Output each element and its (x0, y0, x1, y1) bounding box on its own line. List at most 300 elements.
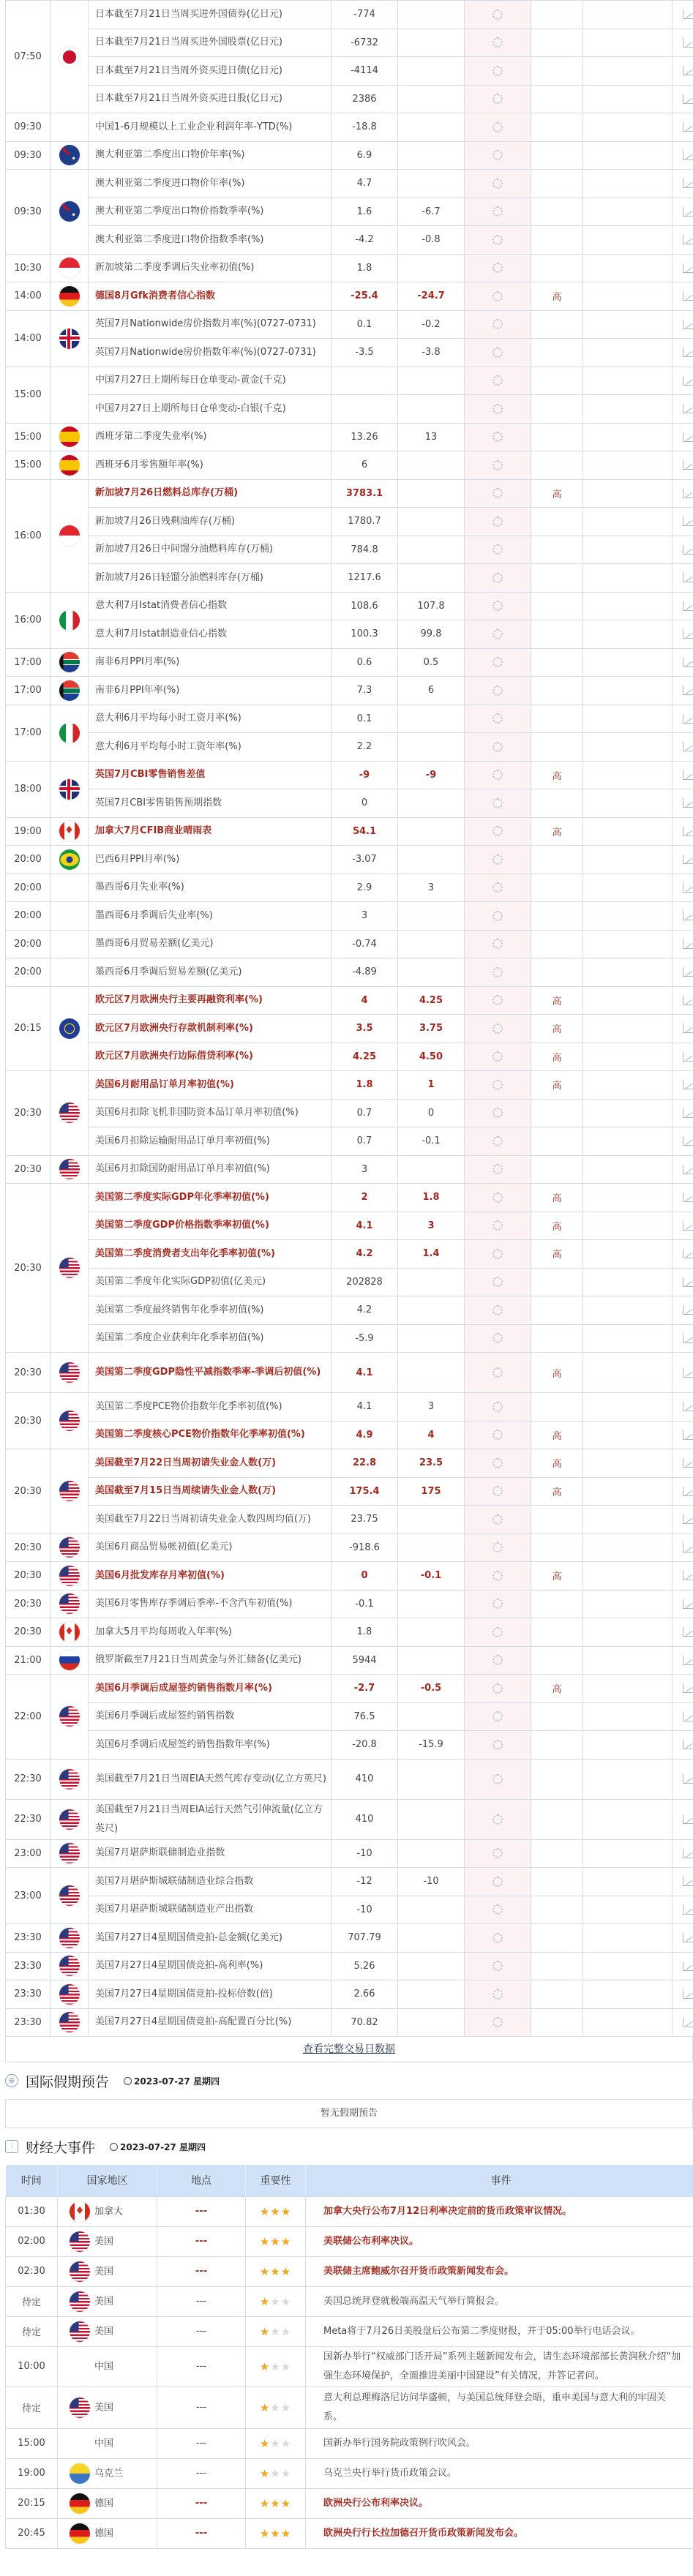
indicator-name[interactable]: 日本截至7月21日当周外资买进日股(亿日元) (89, 85, 331, 113)
chart-icon[interactable] (683, 1712, 693, 1721)
indicator-name[interactable]: 美国7月堪萨斯城联储制造业产出指数 (89, 1896, 331, 1924)
chart-icon[interactable] (683, 1905, 693, 1915)
chart-cell (673, 846, 693, 874)
indicator-name[interactable]: 美国7月堪萨斯联储制造业指数 (89, 1839, 331, 1868)
table-row (6, 1618, 693, 1647)
previous-value (398, 1268, 465, 1296)
indicator-name[interactable]: 美国第二季度消费者支出年化季率初值(%) (89, 1240, 331, 1269)
chart-cell (673, 1731, 693, 1760)
chart-icon[interactable] (683, 460, 693, 470)
event-time: 20:15 (6, 2488, 58, 2518)
interpretation-cell (583, 367, 673, 395)
indicator-name[interactable]: 欧元区7月欧洲央行存款机制利率(%) (89, 1015, 331, 1043)
table-row (6, 1952, 693, 1980)
indicator-name[interactable]: 美国截至7月22日当周初请失业金人数四周均值(万) (89, 1506, 331, 1534)
chart-cell (673, 198, 693, 226)
chart-icon[interactable] (683, 1193, 693, 1202)
us-flag-icon (70, 2261, 90, 2282)
chart-icon[interactable] (683, 686, 693, 695)
indicator-name[interactable]: 美国第二季度GDP隐性平减指数季率-季调后初值(%) (89, 1353, 331, 1393)
event-time: 20:00 (6, 846, 50, 874)
country-flag-cell (50, 1071, 89, 1156)
chart-icon[interactable] (683, 1136, 693, 1146)
country-flag-cell (50, 1952, 89, 1980)
forecast-cell (465, 1184, 531, 1212)
chart-icon[interactable] (683, 404, 693, 413)
loading-spinner-icon (492, 686, 503, 696)
indicator-name[interactable]: 美国6月耐用品订单月率初值(%) (89, 1071, 331, 1100)
actual-value: -774 (331, 1, 398, 29)
star-icon: ★ (259, 2436, 271, 2450)
chart-icon[interactable] (683, 1774, 693, 1784)
table-row (6, 648, 693, 677)
chart-icon[interactable] (683, 291, 693, 301)
us-flag-icon (59, 1769, 80, 1790)
chart-cell (673, 479, 693, 508)
chart-icon[interactable] (683, 1543, 693, 1552)
indicator-name[interactable]: 美国6月批发库存月率初值(%) (89, 1562, 331, 1591)
chart-icon[interactable] (683, 545, 693, 555)
none-flag-icon (59, 117, 80, 138)
indicator-name[interactable]: 南非6月PPI月率(%) (89, 648, 331, 677)
actual-value: -12 (331, 1868, 398, 1896)
chart-icon[interactable] (683, 996, 693, 1005)
actual-value: 410 (331, 1799, 398, 1839)
indicator-name[interactable]: 美国6月零售库存季调后季率-不含汽车初值(%) (89, 1590, 331, 1618)
country-flag-cell (50, 1393, 89, 1449)
importance-stars (246, 2196, 306, 2226)
chart-icon[interactable] (683, 742, 693, 751)
forecast-cell (465, 1896, 531, 1924)
actual-value: 5.26 (331, 1952, 398, 1980)
interpretation-cell (583, 958, 673, 987)
chart-icon[interactable] (683, 376, 693, 386)
importance (531, 451, 583, 480)
actual-value: -25.4 (331, 282, 398, 311)
indicator-name[interactable]: 澳大利亚第二季度出口物价指数季率(%) (89, 198, 331, 226)
forecast-cell (465, 1533, 531, 1562)
actual-value: 100.3 (331, 620, 398, 649)
indicator-name[interactable]: 美国第二季度企业获利年化季率初值(%) (89, 1324, 331, 1353)
previous-value (398, 367, 465, 395)
table-row (6, 1702, 693, 1731)
previous-value (398, 395, 465, 424)
table-row (6, 479, 693, 508)
loading-spinner-icon (492, 882, 503, 893)
country-flag-cell (50, 2008, 89, 2037)
country-flag-cell (50, 113, 89, 142)
indicator-name[interactable]: 中国7月27日上期所每日仓单变动-白银(千克) (89, 395, 331, 424)
chart-icon[interactable] (683, 263, 693, 273)
chart-icon[interactable] (683, 179, 693, 188)
us-flag-icon (59, 1928, 80, 1948)
forecast-cell (465, 141, 531, 170)
none-flag-icon (70, 2433, 90, 2454)
indicator-name[interactable]: 意大利7月Istat消费者信心指数 (89, 592, 331, 620)
us-flag-icon (59, 1159, 80, 1179)
indicator-name[interactable]: 澳大利亚第二季度进口物价年率(%) (89, 170, 331, 198)
interpretation-cell (583, 874, 673, 902)
chart-icon[interactable] (683, 1571, 693, 1580)
indicator-name[interactable]: 意大利7月Istat制造业信心指数 (89, 620, 331, 649)
forecast-cell (465, 113, 531, 142)
previous-value (398, 1324, 465, 1353)
chart-icon[interactable] (683, 658, 693, 667)
chart-cell (673, 29, 693, 57)
chart-icon[interactable] (683, 1249, 693, 1258)
indicator-name[interactable]: 美国截至7月21日当周EIA天然气库存变动(亿立方英尺) (89, 1759, 331, 1799)
table-row (6, 1127, 693, 1156)
loading-spinner-icon (492, 1193, 503, 1203)
country-flag-cell (50, 423, 89, 451)
indicator-name[interactable]: 英国7月Nationwide房价指数年率(%)(0727-0731) (89, 339, 331, 367)
chart-icon[interactable] (683, 489, 693, 498)
chart-icon[interactable] (683, 122, 693, 132)
indicator-name[interactable]: 俄罗斯截至7月21日当周黄金与外汇储备(亿美元) (89, 1646, 331, 1675)
indicator-name[interactable]: 美国6月季调后成屋签约销售指数 (89, 1702, 331, 1731)
indicator-name[interactable]: 日本截至7月21日当周买进外国债券(亿日元) (89, 1, 331, 29)
indicator-name[interactable]: 美国截至7月15日当周续请失业金人数(万) (89, 1477, 331, 1506)
event-time: 09:30 (6, 113, 50, 142)
indicator-name[interactable]: 日本截至7月21日当周外资买进日债(亿日元) (89, 57, 331, 86)
loading-spinner-icon (492, 404, 503, 414)
chart-icon[interactable] (683, 1052, 693, 1062)
chart-icon[interactable] (683, 1024, 693, 1033)
chart-icon[interactable] (683, 1334, 693, 1343)
indicator-name[interactable]: 墨西哥6月季调后贸易差额(亿美元) (89, 958, 331, 987)
chart-cell (673, 1099, 693, 1127)
indicator-name[interactable]: 西班牙6月零售额年率(%) (89, 451, 331, 480)
indicator-name[interactable]: 西班牙第二季度失业率(%) (89, 423, 331, 451)
chart-icon[interactable] (683, 1430, 693, 1440)
importance (531, 226, 583, 255)
chart-icon[interactable] (683, 1599, 693, 1609)
event-time: 21:00 (6, 1646, 50, 1675)
chart-icon[interactable] (683, 38, 693, 48)
chart-icon[interactable] (683, 432, 693, 442)
chart-cell (673, 1324, 693, 1353)
holiday-section-header (5, 2062, 693, 2099)
previous-value (398, 1924, 465, 1953)
holiday-date: 2023-07-27 星期四 (134, 2076, 220, 2087)
chart-icon[interactable] (683, 967, 693, 977)
event-row (6, 2256, 693, 2286)
chart-icon[interactable] (683, 1402, 693, 1411)
chart-icon[interactable] (683, 1458, 693, 1468)
event-row (6, 2518, 693, 2548)
indicator-name[interactable]: 中国1-6月规模以上工业企业利润年率-YTD(%) (89, 113, 331, 142)
event-location: --- (157, 2196, 246, 2226)
view-full-trading-day-link[interactable]: 查看完整交易日数据 (303, 2043, 395, 2055)
indicator-name[interactable]: 加拿大5月平均每周收入年率(%) (89, 1618, 331, 1647)
chart-cell (673, 1646, 693, 1675)
interpretation-cell (583, 395, 673, 424)
loading-spinner-icon (492, 206, 503, 217)
chart-icon[interactable] (683, 320, 693, 329)
actual-value: 23.75 (331, 1506, 398, 1534)
loading-spinner-icon (492, 1486, 503, 1496)
chart-icon[interactable] (683, 66, 693, 75)
loading-spinner-icon (492, 657, 503, 667)
us-flag-icon (59, 2012, 80, 2032)
indicator-name[interactable]: 中国7月27日上期所每日仓单变动-黄金(千克) (89, 367, 331, 395)
indicator-name[interactable]: 日本截至7月21日当周买进外国股票(亿日元) (89, 29, 331, 57)
header-location: 地点 (157, 2165, 246, 2196)
chart-icon[interactable] (683, 1305, 693, 1315)
previous-value (398, 1590, 465, 1618)
chart-icon[interactable] (683, 1221, 693, 1231)
loading-spinner-icon (492, 375, 503, 386)
chart-icon[interactable] (683, 151, 693, 160)
indicator-name[interactable]: 美国7月27日4星期国债竞拍-投标倍数(倍) (89, 1980, 331, 2009)
chart-icon[interactable] (683, 1683, 693, 1693)
loading-spinner-icon (492, 488, 503, 498)
loading-spinner-icon (492, 1430, 503, 1440)
chart-icon[interactable] (683, 94, 693, 104)
previous-value: 6 (398, 677, 465, 705)
event-time: 02:00 (6, 2226, 58, 2256)
indicator-name[interactable]: 美国6月扣除国防耐用品订单月率初值(%) (89, 1155, 331, 1184)
chart-cell (673, 1184, 693, 1212)
chart-icon[interactable] (683, 207, 693, 217)
interpretation-cell (583, 1212, 673, 1240)
indicator-name[interactable]: 美国6月商品贸易帐初值(亿美元) (89, 1533, 331, 1562)
table-row (6, 846, 693, 874)
table-row (6, 1071, 693, 1100)
chart-icon[interactable] (683, 1989, 693, 1999)
loading-spinner-icon (492, 1877, 503, 1887)
previous-value (398, 1296, 465, 1325)
chart-cell (673, 1393, 693, 1422)
indicator-name[interactable]: 美国第二季度PCE物价指数年化季率初值(%) (89, 1393, 331, 1422)
importance (531, 592, 583, 620)
chart-icon[interactable] (683, 827, 693, 836)
event-time: 20:00 (6, 902, 50, 931)
chart-icon[interactable] (683, 601, 693, 611)
chart-icon[interactable] (683, 1277, 693, 1287)
indicator-name[interactable]: 意大利6月平均每小时工资年率(%) (89, 733, 331, 762)
actual-value: 3.5 (331, 1015, 398, 1043)
chart-icon[interactable] (683, 770, 693, 780)
chart-icon[interactable] (683, 1165, 693, 1174)
indicator-name[interactable]: 美国第二季度年化实际GDP初值(亿美元) (89, 1268, 331, 1296)
indicator-name[interactable]: 美国6月扣除运输耐用品订单月率初值(%) (89, 1127, 331, 1156)
indicator-name[interactable]: 英国7月Nationwide房价指数月率(%)(0727-0731) (89, 310, 331, 339)
chart-icon[interactable] (683, 573, 693, 582)
previous-value (398, 1646, 465, 1675)
chart-icon[interactable] (683, 939, 693, 949)
previous-value: 3 (398, 1212, 465, 1240)
chart-icon[interactable] (683, 1740, 693, 1749)
indicator-name[interactable]: 欧元区7月欧洲央行边际借贷利率(%) (89, 1043, 331, 1071)
chart-icon[interactable] (683, 883, 693, 893)
interpretation-cell (583, 1896, 673, 1924)
importance (531, 789, 583, 818)
chart-icon[interactable] (683, 517, 693, 526)
loading-spinner-icon (492, 1458, 503, 1468)
indicator-name[interactable]: 美国7月27日4星期国债竞拍-总金额(亿美元) (89, 1924, 331, 1953)
forecast-cell (465, 1015, 531, 1043)
chart-icon[interactable] (683, 235, 693, 244)
indicator-name[interactable]: 美国截至7月22日当周初请失业金人数(万) (89, 1449, 331, 1478)
indicator-name[interactable]: 英国7月CBI零售销售差值 (89, 761, 331, 789)
chart-icon[interactable] (683, 1368, 693, 1378)
indicator-name[interactable]: 美国7月27日4星期国债竞拍-高配置百分比(%) (89, 2008, 331, 2037)
chart-icon[interactable] (683, 1627, 693, 1637)
ua-flag-icon (70, 2463, 90, 2484)
importance (531, 902, 583, 931)
event-time: 20:30 (6, 1155, 50, 1184)
country-flag-cell (50, 817, 89, 846)
country-flag-cell (50, 592, 89, 648)
previous-value (398, 846, 465, 874)
chart-cell (673, 761, 693, 789)
loading-spinner-icon (492, 319, 503, 329)
chart-icon[interactable] (683, 1108, 693, 1118)
none-flag-icon (59, 906, 80, 926)
indicator-name[interactable]: 德国8月Gfk消费者信心指数 (89, 282, 331, 311)
actual-value: 0.6 (331, 648, 398, 677)
indicator-name[interactable]: 澳大利亚第二季度出口物价年率(%) (89, 141, 331, 170)
loading-spinner-icon (492, 1627, 503, 1637)
chart-icon[interactable] (683, 1514, 693, 1524)
chart-cell (673, 451, 693, 480)
chart-icon[interactable] (683, 1814, 693, 1824)
star-icon: ★ (270, 2526, 281, 2540)
indicator-name[interactable]: 新加坡7月26日残剩油库存(万桶) (89, 508, 331, 536)
previous-value (398, 113, 465, 142)
indicator-name[interactable]: 新加坡7月26日中间馏分油燃料库存(万桶) (89, 536, 331, 564)
chart-icon[interactable] (683, 855, 693, 864)
chart-icon[interactable] (683, 10, 693, 19)
sliders-icon: ⫶ (5, 2140, 18, 2153)
indicator-name[interactable]: 新加坡第二季度季调后失业率初值(%) (89, 254, 331, 282)
chart-icon[interactable] (683, 714, 693, 724)
indicator-name[interactable]: 美国第二季度核心PCE物价指数年化季率初值(%) (89, 1421, 331, 1449)
clock-icon (124, 2077, 132, 2085)
chart-icon[interactable] (683, 1487, 693, 1496)
loading-spinner-icon (492, 1933, 503, 1943)
indicator-name[interactable]: 美国6月扣除飞机非国防资本品订单月率初值(%) (89, 1099, 331, 1127)
forecast-cell (465, 958, 531, 987)
actual-value: -9 (331, 761, 398, 789)
star-icon: ★ (270, 2204, 281, 2218)
chart-icon[interactable] (683, 1656, 693, 1665)
chart-icon[interactable] (683, 798, 693, 808)
star-icon: ★ (270, 2294, 281, 2308)
country-flag-cell (50, 479, 89, 592)
event-description: 美联储主席鲍威尔召开货币政策新闻发布会。 (306, 2256, 693, 2286)
table-row (6, 1043, 693, 1071)
chart-cell (673, 930, 693, 958)
actual-value: 202828 (331, 1268, 398, 1296)
event-time: 22:00 (6, 1675, 50, 1760)
chart-icon[interactable] (683, 911, 693, 920)
importance: 高 (531, 1043, 583, 1071)
importance (531, 1868, 583, 1896)
event-time: 20:00 (6, 958, 50, 987)
interpretation-cell (583, 846, 673, 874)
importance-stars (246, 2458, 306, 2488)
loading-spinner-icon (492, 263, 503, 273)
indicator-name[interactable]: 欧元区7月欧洲央行主要再融资利率(%) (89, 986, 331, 1015)
us-flag-icon (70, 2321, 90, 2342)
indicator-name[interactable]: 美国7月堪萨斯城联储制造业综合指数 (89, 1868, 331, 1896)
loading-spinner-icon (492, 1402, 503, 1412)
chart-icon[interactable] (683, 2018, 693, 2027)
indicator-name[interactable]: 美国7月27日4星期国债竞拍-高利率(%) (89, 1952, 331, 1980)
indicator-name[interactable]: 墨西哥6月贸易差额(亿美元) (89, 930, 331, 958)
indicator-name[interactable]: 美国第二季度GDP价格指数季率初值(%) (89, 1212, 331, 1240)
event-description: 欧洲央行公布利率决议。 (306, 2488, 693, 2518)
chart-icon[interactable] (683, 1849, 693, 1858)
it-flag-icon (59, 723, 80, 743)
indicator-name[interactable]: 英国7月CBI零售销售预期指数 (89, 789, 331, 818)
indicator-name[interactable]: 巴西6月PPI月率(%) (89, 846, 331, 874)
chart-icon[interactable] (683, 629, 693, 639)
indicator-name[interactable]: 美国6月季调后成屋签约销售指数月率(%) (89, 1675, 331, 1703)
indicator-name[interactable]: 澳大利亚第二季度进口物价指数季率(%) (89, 226, 331, 255)
indicator-name[interactable]: 新加坡7月26日轻馏分油燃料库存(万桶) (89, 564, 331, 593)
interpretation-cell (583, 282, 673, 311)
indicator-name[interactable]: 美国第二季度最终销售年化季率初值(%) (89, 1296, 331, 1325)
indicator-name[interactable]: 美国截至7月21日当周EIA运行天然气引伸流量(亿立方英尺) (89, 1799, 331, 1839)
indicator-name[interactable]: 美国6月季调后成屋签约销售指数年率(%) (89, 1731, 331, 1760)
star-icon: ★ (270, 2466, 281, 2480)
actual-value: -4.89 (331, 958, 398, 987)
previous-value: 99.8 (398, 620, 465, 649)
interpretation-cell (583, 226, 673, 255)
country-flag-cell (50, 1839, 89, 1868)
chart-icon[interactable] (683, 1933, 693, 1942)
indicator-name[interactable]: 墨西哥6月季调后失业率(%) (89, 902, 331, 931)
star-icon: ★ (280, 2204, 292, 2218)
table-row (6, 1980, 693, 2009)
loading-spinner-icon (492, 742, 503, 752)
indicator-name[interactable]: 南非6月PPI年率(%) (89, 677, 331, 705)
table-row (6, 1099, 693, 1127)
chart-icon[interactable] (683, 348, 693, 357)
importance: 高 (531, 1353, 583, 1393)
importance (531, 170, 583, 198)
loading-spinner-icon (492, 1051, 503, 1062)
event-time: 09:30 (6, 141, 50, 170)
star-icon: ★ (259, 2526, 271, 2540)
indicator-name[interactable]: 意大利6月平均每小时工资月率(%) (89, 705, 331, 733)
chart-icon[interactable] (683, 1961, 693, 1971)
loading-spinner-icon (492, 291, 503, 301)
country-flag-cell (50, 1449, 89, 1534)
indicator-name[interactable]: 新加坡7月26日燃料总库存(万桶) (89, 479, 331, 508)
indicator-name[interactable]: 墨西哥6月失业率(%) (89, 874, 331, 902)
loading-spinner-icon (492, 826, 503, 836)
loading-spinner-icon (492, 2017, 503, 2027)
previous-value (398, 1702, 465, 1731)
chart-icon[interactable] (683, 1877, 693, 1886)
table-row (6, 564, 693, 593)
country-flag-cell (50, 1184, 89, 1353)
indicator-name[interactable]: 美国第二季度实际GDP年化季率初值(%) (89, 1184, 331, 1212)
indicator-name[interactable]: 加拿大7月CFIB商业晴雨表 (89, 817, 331, 846)
star-icon: ★ (259, 2294, 271, 2308)
importance: 高 (531, 1212, 583, 1240)
chart-icon[interactable] (683, 1080, 693, 1089)
previous-value: 175 (398, 1477, 465, 1506)
table-row (6, 29, 693, 57)
event-time: 16:00 (6, 479, 50, 592)
table-row (6, 761, 693, 789)
importance (531, 367, 583, 395)
